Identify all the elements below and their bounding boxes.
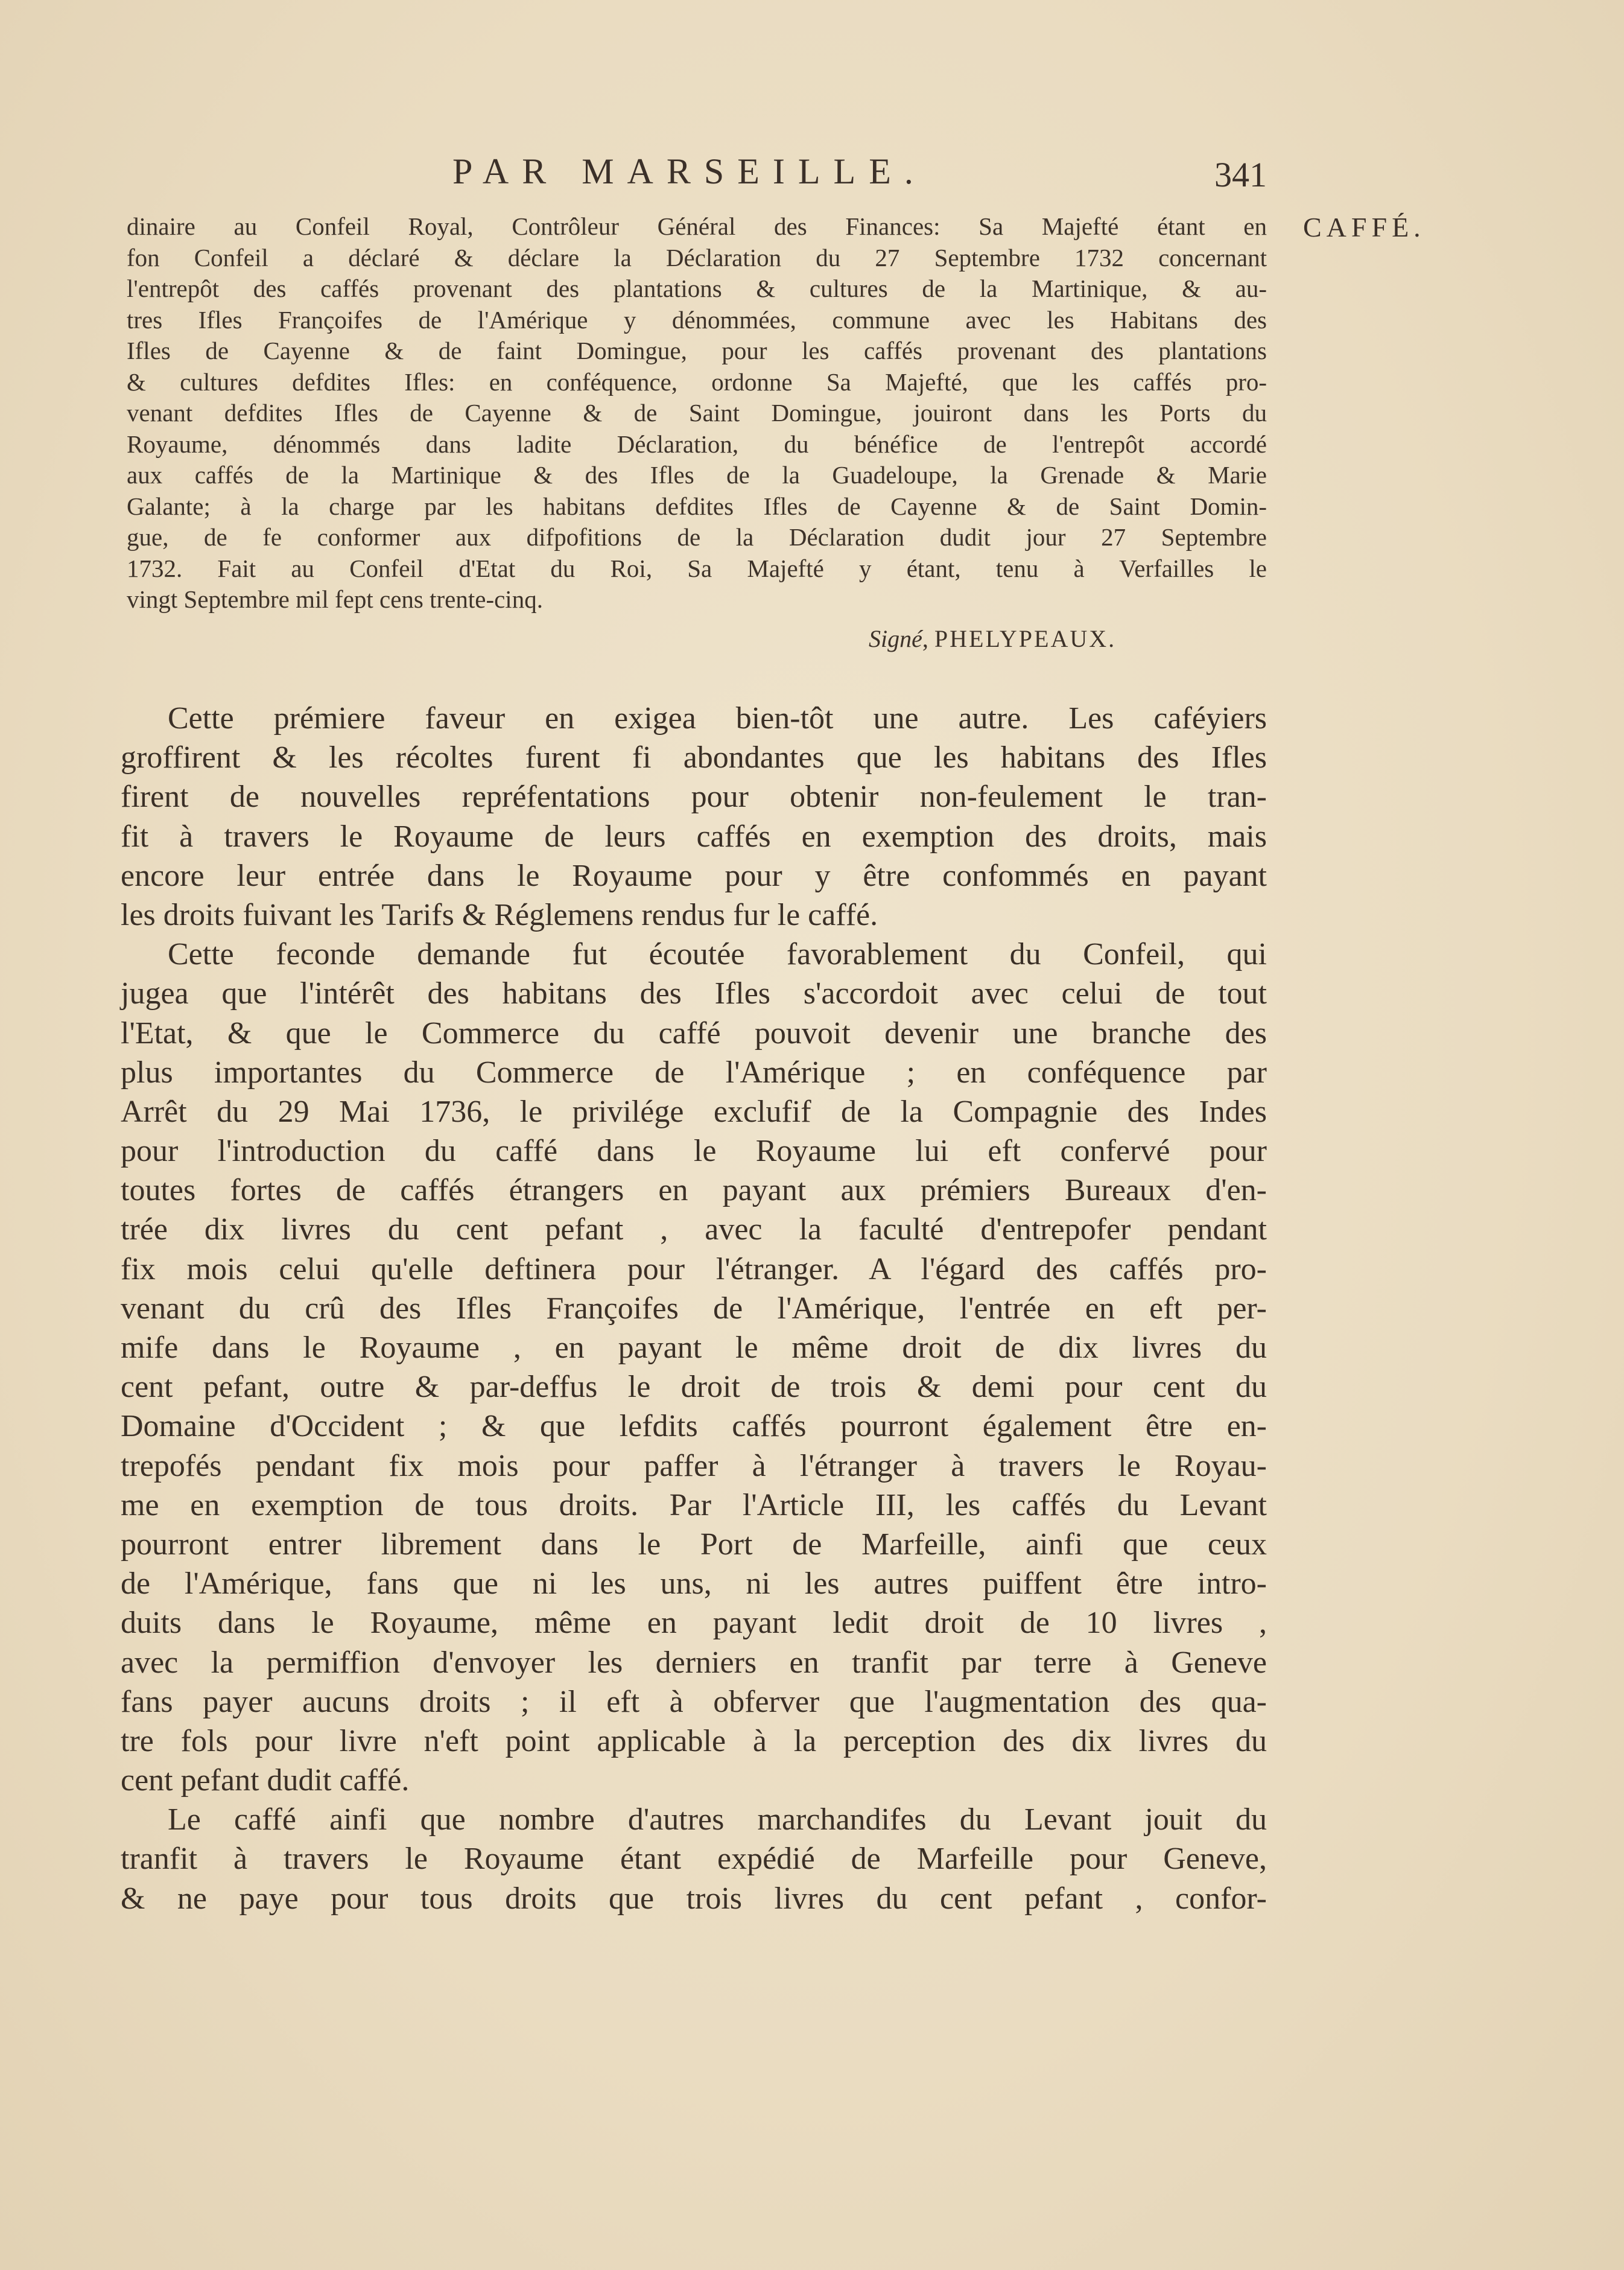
- paragraph-2-line: Cette feconde demande fut écoutée favorablement du Confeil, qui: [168, 937, 1267, 972]
- arret-line: tres Ifles Françoifes de l'Amérique y dénommées, commune avec les Habitans des: [127, 305, 1267, 334]
- signature-name: PHELYPEAUX.: [934, 625, 1117, 652]
- paragraph-1-line: les droits fuivant les Tarifs & Réglemens rendus fur le caffé.: [121, 897, 878, 932]
- arret-line: venant defdites Ifles de Cayenne & de Saint Domingue, jouiront dans les Ports du: [127, 399, 1267, 427]
- paragraph-2-line: de l'Amérique, fans que ni les uns, ni les autres puiffent être intro-: [121, 1566, 1267, 1601]
- arret-text-block: [127, 211, 1267, 615]
- paragraph-2-line: pourront entrer librement dans le Port de Marfeille, ainfi que ceux: [121, 1527, 1267, 1562]
- paragraph-3-line: tranfit à travers le Royaume étant expédié de Marfeille pour Geneve,: [121, 1842, 1267, 1877]
- running-head: [121, 151, 1267, 205]
- arret-line: Ifles de Cayenne & de faint Domingue, pour les caffés provenant des plantations: [127, 337, 1267, 364]
- paragraph-2-line: tre fols pour livre n'eft point applicable à la perception des dix livres du: [121, 1723, 1267, 1758]
- margin-note: CAFFÉ.: [1303, 212, 1426, 243]
- paragraph-2-line: me en exemption de tous droits. Par l'Article III, les caffés du Levant: [121, 1487, 1267, 1522]
- paragraph-3-line: Le caffé ainfi que nombre d'autres marchandifes du Levant jouit du: [168, 1802, 1267, 1837]
- paragraph-3-line: & ne paye pour tous droits que trois livres du cent pefant , confor-: [121, 1881, 1267, 1916]
- arret-line: Royaume, dénommés dans ladite Déclaration, du bénéfice de l'entrepôt accordé: [127, 430, 1267, 458]
- arret-line: l'entrepôt des caffés provenant des plantations & cultures de la Martinique, & au-: [127, 275, 1267, 302]
- signature: Signé, PHELYPEAUX.: [869, 625, 1117, 652]
- paragraph-1-line: encore leur entrée dans le Royaume pour y être confommés en payant: [121, 858, 1267, 893]
- paragraph-2-line: cent pefant dudit caffé.: [121, 1763, 410, 1798]
- arret-line: 1732. Fait au Confeil d'Etat du Roi, Sa Majefté y étant, tenu à Verfailles le: [127, 554, 1267, 582]
- paragraph-2-line: trée dix livres du cent pefant , avec la faculté d'entrepofer pendant: [121, 1212, 1267, 1247]
- paragraph-2-line: avec la permiffion d'envoyer les derniers en tranfit par terre à Geneve: [121, 1645, 1267, 1680]
- paragraph-2-line: toutes fortes de caffés étrangers en payant aux prémiers Bureaux d'en-: [121, 1173, 1267, 1208]
- arret-line: vingt Septembre mil fept cens trente-cinq.: [127, 585, 543, 613]
- body-text: [121, 699, 1267, 1918]
- arret-line: dinaire au Confeil Royal, Contrôleur Général des Finances: Sa Majefté étant en: [127, 212, 1267, 240]
- paragraph-2-line: duits dans le Royaume, même en payant ledit droit de 10 livres ,: [121, 1606, 1267, 1641]
- page-number: 341: [1214, 155, 1267, 194]
- paragraph-1-line: fit à travers le Royaume de leurs caffés en exemption des droits, mais: [121, 819, 1267, 854]
- paragraph-2-line: Arrêt du 29 Mai 1736, le privilége exclufif de la Compagnie des Indes: [121, 1094, 1267, 1129]
- paragraph-2-line: mife dans le Royaume , en payant le même droit de dix livres du: [121, 1331, 1267, 1365]
- paragraph-2-line: jugea que l'intérêt des habitans des Ifles s'accordoit avec celui de tout: [121, 976, 1267, 1011]
- arret-line: Galante; à la charge par les habitans defdites Ifles de Cayenne & de Saint Domin-: [127, 492, 1267, 520]
- arret-line: & cultures defdites Ifles: en conféquence, ordonne Sa Majefté, que les caffés pro-: [127, 367, 1267, 396]
- paragraph-1-line: groffirent & les récoltes furent fi abondantes que les habitans des Ifles: [121, 740, 1267, 775]
- signature-signe: Signé: [869, 625, 922, 652]
- running-title: PAR MARSEILLE.: [452, 151, 927, 191]
- paragraph-2-line: trepofés pendant fix mois pour paffer à l'étranger à travers le Royau-: [121, 1448, 1267, 1483]
- arret-line: aux caffés de la Martinique & des Ifles de la Guadeloupe, la Grenade & Marie: [127, 461, 1267, 489]
- arret-line: fon Confeil a déclaré & déclare la Déclaration du 27 Septembre 1732 concernant: [127, 243, 1267, 272]
- paragraph-2-line: fans payer aucuns droits ; il eft à obferver que l'augmentation des qua-: [121, 1684, 1267, 1719]
- paragraph-1-line: Cette prémiere faveur en exigea bien-tôt une autre. Les caféyiers: [168, 701, 1267, 736]
- paragraph-2-line: venant du crû des Ifles Françoifes de l'Amérique, l'entrée en eft per-: [121, 1291, 1267, 1326]
- arret-line: gue, de fe conformer aux difpofitions de la Déclaration dudit jour 27 Septembre: [127, 523, 1267, 551]
- paragraph-2-line: pour l'introduction du caffé dans le Royaume lui eft confervé pour: [121, 1134, 1267, 1169]
- paragraph-2-line: plus importantes du Commerce de l'Amérique ; en conféquence par: [121, 1055, 1267, 1090]
- paragraph-2-line: cent pefant, outre & par-deffus le droit de trois & demi pour cent du: [121, 1370, 1267, 1405]
- paragraph-2-line: Domaine d'Occident ; & que lefdits caffés pourront également être en-: [121, 1409, 1267, 1444]
- paragraph-2-line: fix mois celui qu'elle deftinera pour l'étranger. A l'égard des caffés pro-: [121, 1251, 1267, 1286]
- paragraph-1-line: firent de nouvelles repréfentations pour obtenir non-feulement le tran-: [121, 780, 1267, 815]
- paragraph-2-line: l'Etat, & que le Commerce du caffé pouvoit devenir une branche des: [121, 1016, 1267, 1051]
